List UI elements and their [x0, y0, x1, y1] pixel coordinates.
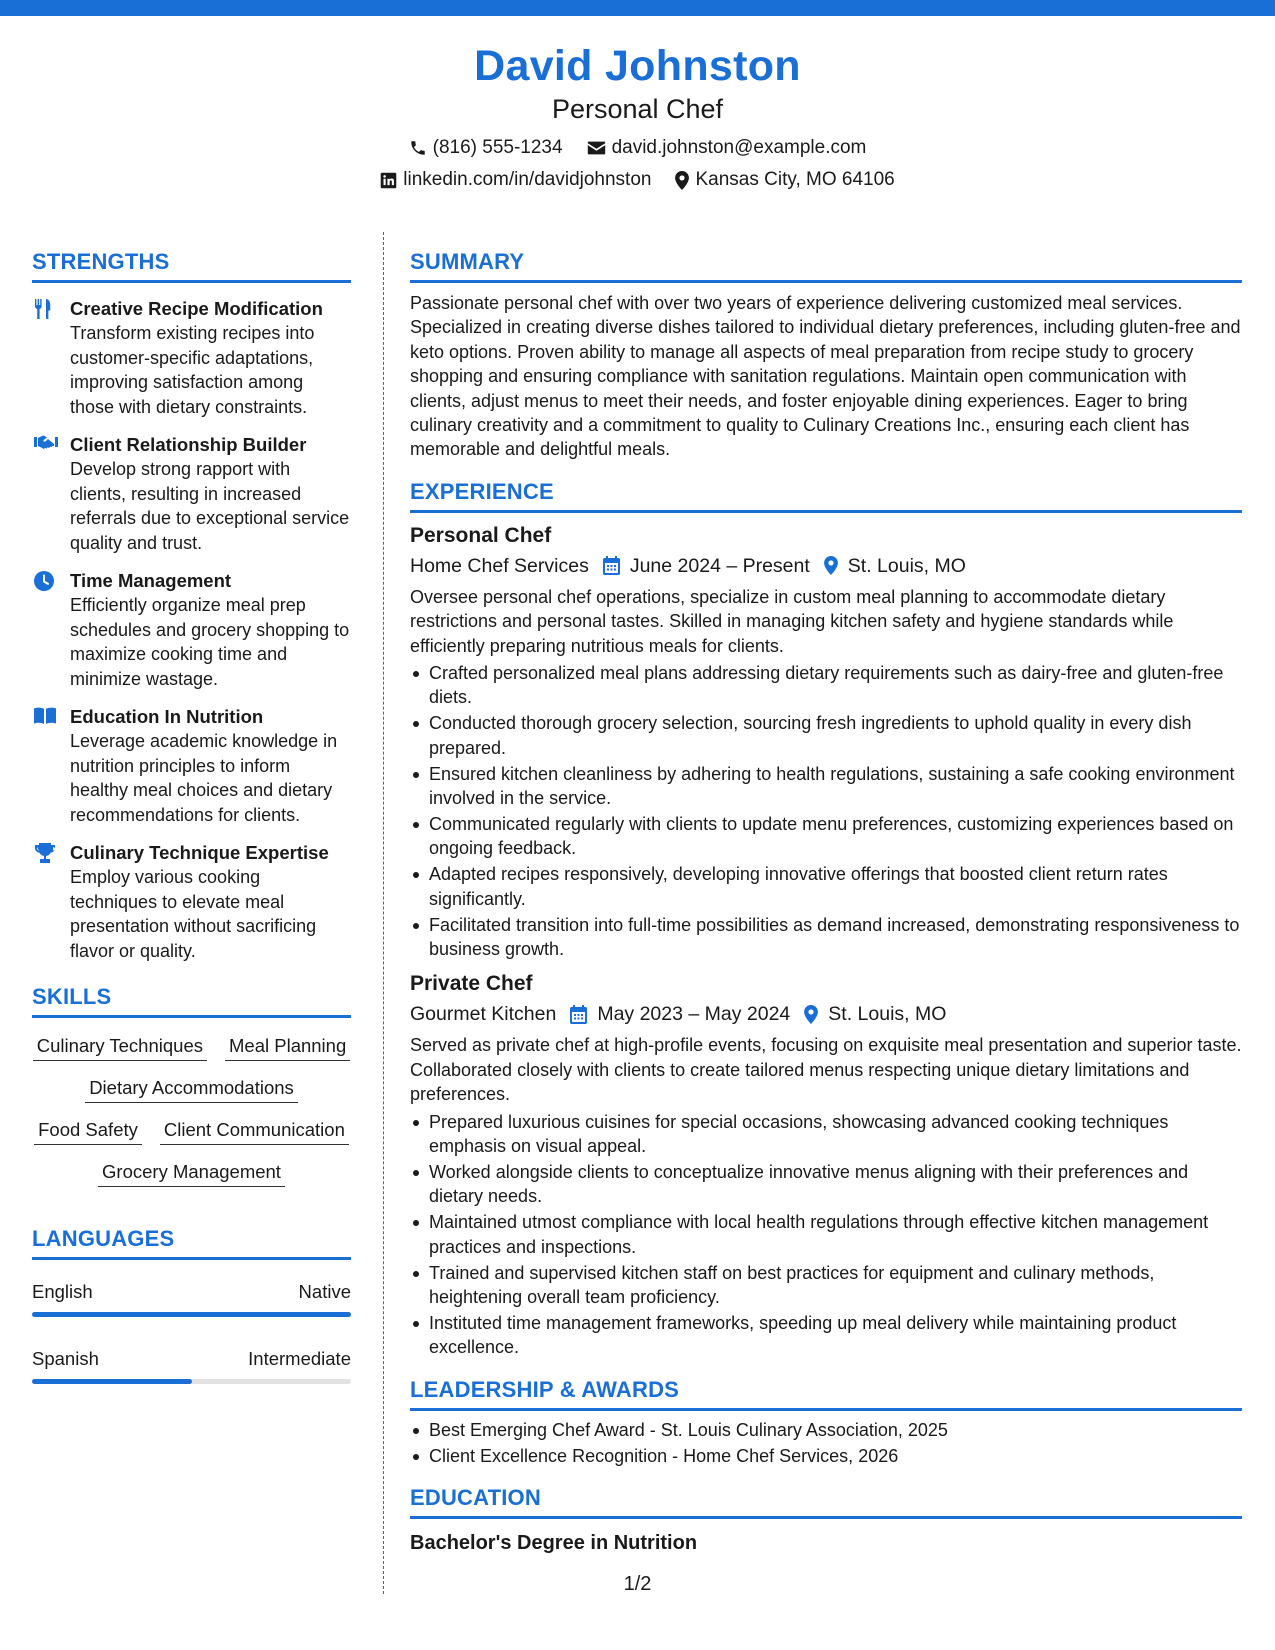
phone-text: (816) 555-1234 — [432, 137, 563, 158]
job-entry — [410, 522, 1242, 962]
job-title: Personal Chef — [410, 523, 552, 547]
job-bullets — [410, 1110, 1242, 1360]
strength-description: Develop strong rapport with clients, resulting in increased referrals due to exceptional service quality and trust. — [70, 459, 350, 553]
strength-item — [32, 841, 351, 963]
left-column — [32, 248, 351, 1384]
awards-section — [410, 1376, 1242, 1468]
education-degree: Bachelor's Degree in Nutrition — [410, 1532, 698, 1555]
map-pin-icon — [675, 171, 689, 190]
language-proficiency-bar — [32, 1379, 351, 1384]
language-item — [32, 1347, 351, 1384]
job-bullet: Conducted thorough grocery selection, sourcing fresh ingredients to uphold quality in every dish prepared. — [410, 711, 1242, 760]
experience-section — [410, 478, 1242, 1360]
skill-tag: Culinary Techniques — [33, 1034, 207, 1061]
summary-text: Passionate personal chef with over two years of experience delivering customized meal services. Specialized in creating diverse dishes tailored to individual dietary preferences, including gluten-free and keto options. Proven ability to manage all aspects of meal preparation from recipe study to grocery shopping and ensuring compliance with sanitation regulations. Maintain open communication with clients, adjust menus to meet their needs, and foster enjoyable dining experiences. Eager to bring culinary creativity and a commitment to quality to Culinary Creations Inc., ensuring each client has memorable and delightful meals. — [410, 293, 1241, 460]
section-rule — [32, 280, 351, 283]
job-company: Gourmet Kitchen — [410, 1003, 557, 1026]
contact-location — [675, 168, 894, 192]
language-proficiency-fill — [32, 1379, 192, 1384]
award-item: Client Excellence Recognition - Home Chef Services, 2026 — [410, 1444, 1242, 1468]
job-location: St. Louis, MO — [847, 554, 966, 577]
job-bullet: Trained and supervised kitchen staff on best practices for equipment and culinary methods, heightening overall team proficiency. — [410, 1261, 1242, 1310]
strength-description: Efficiently organize meal prep schedules and grocery shopping to maximize cooking time and minimize wastage. — [70, 595, 350, 689]
linkedin-text: linkedin.com/in/davidjohnston — [403, 169, 652, 190]
skill-tag: Grocery Management — [98, 1160, 285, 1187]
awards-heading: LEADERSHIP & AWARDS — [410, 1376, 680, 1402]
job-company: Home Chef Services — [410, 554, 589, 577]
award-item: Best Emerging Chef Award - St. Louis Culinary Association, 2025 — [410, 1418, 1242, 1442]
job-meta — [410, 1000, 1242, 1028]
strength-description: Employ various cooking techniques to elevate meal presentation without sacrificing flavor or quality. — [70, 867, 317, 961]
skills-heading: SKILLS — [32, 984, 112, 1009]
language-name: English — [32, 1281, 93, 1302]
strengths-section — [32, 248, 351, 963]
job-bullet: Communicated regularly with clients to update menu preferences, customizing experiences based on ongoing feedback. — [410, 812, 1242, 861]
strength-item — [32, 433, 351, 555]
languages-heading: LANGUAGES — [32, 1226, 175, 1251]
contact-email[interactable] — [587, 136, 867, 160]
job-bullet: Instituted time management frameworks, speeding up meal delivery while maintaining product excellence. — [410, 1311, 1242, 1360]
section-rule — [410, 280, 1242, 283]
language-item — [32, 1280, 351, 1317]
job-bullet: Ensured kitchen cleanliness by adhering to health regulations, sustaining a safe cooking environment involved in the service. — [410, 762, 1242, 811]
strength-description: Leverage academic knowledge in nutrition principles to inform healthy meal choices and dietary recommendations for clients. — [70, 731, 338, 825]
job-dates: May 2023 – May 2024 — [597, 1003, 791, 1026]
job-entry — [410, 970, 1242, 1359]
job-bullet: Prepared luxurious cuisines for special occasions, showcasing advanced cooking techniques emphasis on visual appeal. — [410, 1110, 1242, 1159]
job-bullet: Maintained utmost compliance with local health regulations through effective kitchen management practices and inspections. — [410, 1210, 1242, 1259]
section-rule — [410, 1516, 1242, 1519]
section-rule — [410, 1408, 1242, 1411]
skills-section — [32, 983, 351, 1187]
calendar-icon — [603, 556, 620, 575]
candidate-title: Personal Chef — [551, 94, 724, 124]
column-divider — [383, 232, 384, 1594]
job-bullet: Adapted recipes responsively, developing innovative offerings that boosted client return rates significantly. — [410, 862, 1242, 911]
strength-title: Time Management — [70, 570, 232, 591]
strength-description: Transform existing recipes into customer-specific adaptations, improving satisfaction among those with dietary constraints. — [70, 323, 315, 417]
resume-header — [0, 40, 1275, 192]
book-icon — [32, 705, 70, 827]
skill-tag: Client Communication — [160, 1118, 349, 1145]
strength-item — [32, 705, 351, 827]
language-proficiency-fill — [32, 1312, 351, 1317]
strength-title: Education In Nutrition — [70, 706, 264, 727]
job-bullet: Facilitated transition into full-time possibilities as demand increased, demonstrating responsiveness to business growth. — [410, 913, 1242, 962]
clock-icon — [32, 569, 70, 691]
strength-title: Client Relationship Builder — [70, 434, 307, 455]
languages-section — [32, 1225, 351, 1384]
experience-heading: EXPERIENCE — [410, 478, 554, 504]
strength-title: Culinary Technique Expertise — [70, 842, 329, 863]
skills-list — [32, 1034, 351, 1187]
utensils-icon — [32, 297, 70, 419]
job-meta — [410, 552, 1242, 580]
job-location: St. Louis, MO — [828, 1003, 947, 1026]
job-bullet: Crafted personalized meal plans addressing dietary requirements such as dairy-free and gluten-free diets. — [410, 661, 1242, 710]
language-proficiency-bar — [32, 1312, 351, 1317]
calendar-icon — [570, 1005, 587, 1024]
job-title: Private Chef — [410, 972, 533, 996]
job-bullet: Worked alongside clients to conceptualize innovative menus aligning with their preferences and dietary needs. — [410, 1160, 1242, 1209]
education-heading: EDUCATION — [410, 1485, 541, 1511]
section-rule — [410, 510, 1242, 513]
skill-tag: Meal Planning — [225, 1034, 350, 1061]
linkedin-icon — [380, 172, 397, 189]
location-text: Kansas City, MO 64106 — [695, 169, 895, 190]
skill-tag: Food Safety — [34, 1118, 142, 1145]
contact-row-2 — [0, 168, 1275, 192]
language-level: Native — [298, 1281, 351, 1302]
candidate-name: David Johnston — [474, 42, 801, 90]
contact-row-1 — [0, 136, 1275, 160]
skill-tag: Dietary Accommodations — [85, 1076, 298, 1103]
summary-heading: SUMMARY — [410, 249, 525, 274]
section-rule — [32, 1257, 351, 1260]
job-description: Oversee personal chef operations, specialize in custom meal planning to accommodate dietary restrictions and personal tastes. Skilled in managing kitchen safety and hygiene standards while efficiently preparing nutritious meals for clients. — [410, 586, 1174, 656]
trophy-icon — [32, 841, 70, 963]
language-name: Spanish — [32, 1348, 99, 1369]
right-column — [410, 248, 1242, 1556]
job-description: Served as private chef at high-profile events, focusing on exquisite meal presentation and superior taste. Collaborated closely with clients to create tailored menus respecting unique dietary limitations and preferences. — [410, 1035, 1242, 1105]
contact-phone[interactable] — [409, 136, 563, 160]
map-pin-icon — [824, 556, 838, 575]
top-accent-bar — [0, 0, 1275, 16]
envelope-icon — [587, 140, 606, 156]
language-level: Intermediate — [248, 1348, 351, 1369]
summary-section — [410, 248, 1242, 462]
strength-item — [32, 569, 351, 691]
page-number: 1/2 — [623, 1573, 652, 1595]
strength-title: Creative Recipe Modification — [70, 298, 323, 319]
handshake-icon — [32, 433, 70, 555]
map-pin-icon — [804, 1005, 818, 1024]
job-bullets — [410, 661, 1242, 961]
strength-item — [32, 297, 351, 419]
section-rule — [32, 1015, 351, 1018]
phone-icon — [409, 139, 427, 157]
job-dates: June 2024 – Present — [629, 554, 810, 577]
education-section — [410, 1484, 1242, 1556]
awards-list — [410, 1418, 1242, 1468]
email-text: david.johnston@example.com — [611, 137, 867, 158]
strengths-heading: STRENGTHS — [32, 249, 170, 274]
contact-linkedin[interactable] — [380, 168, 651, 192]
